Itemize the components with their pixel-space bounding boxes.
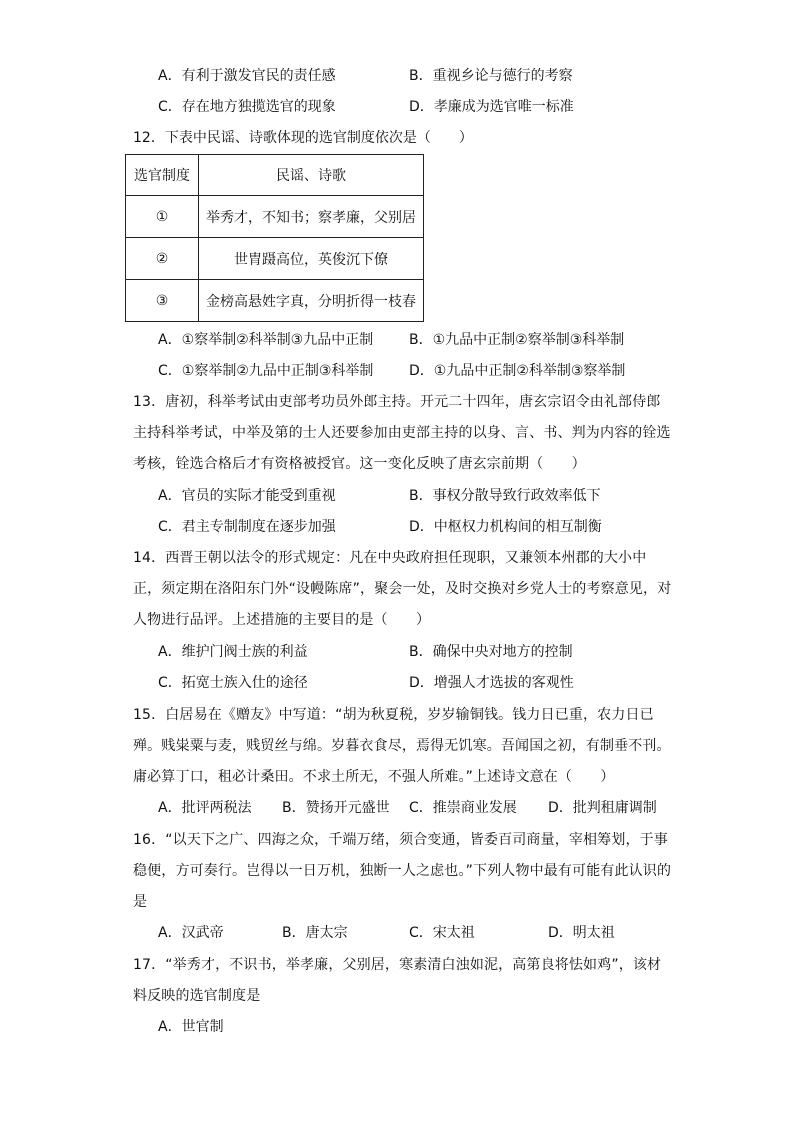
q15-option-c: C．推崇商业发展 bbox=[409, 800, 517, 816]
table-cell: ① bbox=[126, 196, 199, 238]
q13-option-d: D．中枢权力机构间的相互制衡 bbox=[409, 519, 602, 535]
q15-option-a: A．批评两税法 bbox=[158, 800, 252, 816]
q13-option-c: C．君主专制制度在逐步加强 bbox=[158, 519, 336, 535]
q13-option-a: A．官员的实际才能受到重视 bbox=[158, 488, 336, 504]
q16-option-a: A．汉武帝 bbox=[158, 925, 224, 941]
q11-option-a: A．有利于激发官民的责任感 bbox=[158, 68, 336, 84]
q12-table bbox=[125, 154, 424, 322]
q12-option-b: B．①九品中正制②察举制③科举制 bbox=[409, 332, 625, 348]
table-cell: 举秀才，不知书；察孝廉，父别居 bbox=[199, 196, 424, 238]
q14-option-d: D．增强人才选拔的客观性 bbox=[409, 675, 574, 691]
table-row bbox=[126, 280, 424, 322]
q11-option-c: C．存在地方独揽选官的现象 bbox=[158, 99, 336, 115]
table-header-cell: 选官制度 bbox=[126, 155, 199, 196]
q16-option-d: D．明太祖 bbox=[548, 925, 615, 941]
q11-option-d: D．孝廉成为选官唯一标准 bbox=[409, 99, 574, 115]
q12-stem: 12．下表中民谣、诗歌体现的选官制度依次是（ ） bbox=[133, 130, 473, 146]
q14-option-a: A．维护门阀士族的利益 bbox=[158, 644, 308, 660]
table-header-cell: 民谣、诗歌 bbox=[199, 155, 424, 196]
q12-option-c: C．①察举制②九品中正制③科举制 bbox=[158, 363, 374, 379]
q13-stem: 13．唐初，科举考试由吏部考功员外郎主持。开元二十四年，唐玄宗诏令由礼部侍郎主持科举考试，中举及第的士人还要参加由吏部主持的以身、言、书、判为内容的铨选考核，铨选合格后才有资格被授官。这一变化反映了唐玄宗前期（ ） bbox=[133, 394, 671, 472]
table-cell: 世胄蹑高位，英俊沉下僚 bbox=[199, 238, 424, 280]
q11-option-b: B．重视乡论与德行的考察 bbox=[409, 68, 573, 84]
table-cell: ③ bbox=[126, 280, 199, 322]
q17-stem: 17．“举秀才，不识书，举孝廉，父别居，寒素清白浊如泥，高第良将怯如鸡”，该材料反映的选官制度是 bbox=[133, 957, 662, 1004]
q14-stem: 14．西晋王朝以法令的形式规定：凡在中央政府担任现职，又兼领本州郡的大小中正，须定期在洛阳东门外“设幔陈席”，聚会一处，及时交换对乡党人士的考察意见，对人物进行品评。上述措施的主要目的是（ ） bbox=[133, 550, 672, 628]
table-header-row bbox=[126, 155, 424, 196]
q12-option-d: D．①九品中正制②科举制③察举制 bbox=[409, 363, 626, 379]
table-row bbox=[126, 196, 424, 238]
q15-option-d: D．批判租庸调制 bbox=[548, 800, 657, 816]
q13-option-b: B．事权分散导致行政效率低下 bbox=[409, 488, 601, 504]
q12-option-a: A．①察举制②科举制③九品中正制 bbox=[158, 332, 374, 348]
q16-option-c: C．宋太祖 bbox=[409, 925, 475, 941]
q16-stem: 16．“以天下之广、四海之众，千端万绪，须合变通，皆委百司商量，宰相筹划，于事稳便，方可奏行。岂得以一日万机，独断一人之虑也。”下列人物中最有可能有此认识的是 bbox=[133, 832, 672, 910]
table-cell: ② bbox=[126, 238, 199, 280]
q15-stem: 15．白居易在《赠友》中写道：“胡为秋夏税，岁岁输铜钱。钱力日已重，农力日已殚。贱粜粟与麦，贱贸丝与绵。岁暮衣食尽，焉得无饥寒。吾闻国之初，有制垂不刊。庸必算丁口，租必计桑田。不求土所无，不强人所难。”上述诗文意在（ ） bbox=[133, 707, 671, 785]
q14-option-c: C．拓宽士族入仕的途径 bbox=[158, 675, 308, 691]
q15-option-b: B．赞扬开元盛世 bbox=[282, 800, 390, 816]
q17-option-a: A．世官制 bbox=[158, 1019, 224, 1035]
q14-option-b: B．确保中央对地方的控制 bbox=[409, 644, 573, 660]
table-row bbox=[126, 238, 424, 280]
q16-option-b: B．唐太宗 bbox=[282, 925, 348, 941]
table-cell: 金榜高悬姓字真，分明折得一枝春 bbox=[199, 280, 424, 322]
